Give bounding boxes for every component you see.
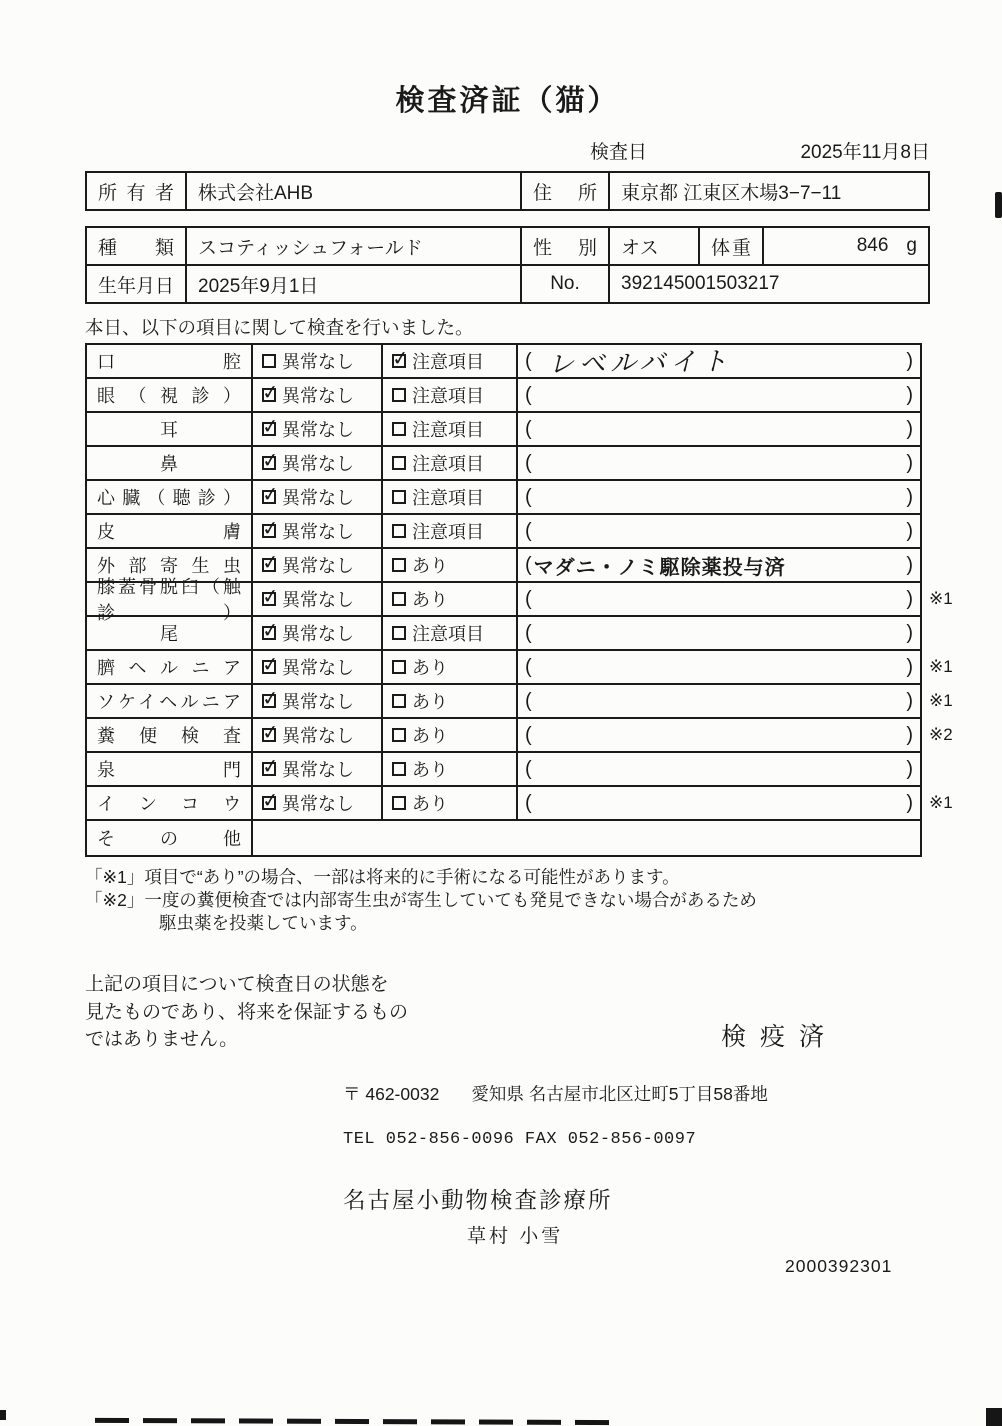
inspection-row — [87, 787, 953, 821]
no-value: 392145001503217 — [609, 265, 929, 303]
checkbox-checked-icon — [262, 694, 276, 708]
paren-cell — [518, 651, 920, 683]
certificate-content — [85, 0, 953, 1276]
weight-number: 846 — [856, 235, 889, 256]
close-paren-icon: ) — [906, 791, 913, 814]
checkbox-attention — [383, 651, 518, 683]
footnote-line: 「※2」一度の糞便検査では内部寄生虫が寄生していても発見できない場合があるため — [85, 890, 757, 910]
open-paren-icon: ( — [525, 621, 532, 644]
page-title: 検査済証（猫） — [395, 85, 620, 117]
open-paren-icon: ( — [525, 587, 532, 610]
close-paren-icon: ) — [906, 587, 913, 610]
checkbox-attention-label: あり — [412, 760, 448, 780]
checkbox-normal-label: 異常なし — [282, 420, 354, 440]
weight-unit: g — [906, 235, 917, 256]
checkbox-checked-icon — [262, 796, 276, 810]
disclaimer-line: 上記の項目について検査日の状態を — [85, 974, 389, 995]
row-label-text: 皮膚 — [97, 522, 241, 542]
sign-area — [85, 971, 930, 1071]
row-label — [87, 617, 253, 649]
footnote-line: 「※1」項目で“あり”の場合、一部は将来的に手術になる可能性があります。 — [85, 867, 680, 887]
scan-artifact — [986, 1408, 1002, 1426]
note-mark: ※1 — [929, 657, 953, 676]
inspection-row — [87, 447, 920, 481]
checkbox-unchecked-icon — [392, 592, 406, 606]
inspection-date-label: 検査日 — [590, 142, 648, 163]
row-label — [87, 821, 253, 855]
close-paren-icon: ) — [906, 451, 913, 474]
checkbox-attention-label: あり — [412, 794, 448, 814]
checkbox-normal — [253, 413, 383, 445]
open-paren-icon: ( — [525, 689, 532, 712]
open-paren-icon: ( — [525, 485, 532, 508]
checkbox-attention — [383, 481, 518, 513]
disclaimer-line: 見たものであり、将来を保証するもの — [85, 1001, 409, 1023]
row-label-text: 臍ヘルニア — [97, 658, 241, 678]
paren-text: マダニ・ノミ駆除薬投与済 — [533, 556, 786, 579]
checkbox-normal — [253, 685, 383, 717]
close-paren-icon: ) — [906, 485, 913, 508]
owner-value: 株式会社AHB — [186, 172, 521, 210]
close-paren-icon: ) — [906, 655, 913, 678]
checkbox-normal — [253, 515, 383, 547]
inspection-row — [87, 821, 920, 855]
close-paren-icon: ) — [906, 553, 913, 576]
open-paren-icon: ( — [525, 655, 532, 678]
checkbox-normal-label: 異常なし — [282, 352, 354, 372]
checkbox-normal — [253, 549, 383, 581]
paren-cell — [518, 617, 920, 649]
row-label-text: 口腔 — [97, 352, 241, 372]
checkbox-attention-label: 注意項目 — [412, 386, 484, 406]
row-label — [87, 577, 253, 623]
checkbox-unchecked-icon — [392, 422, 406, 436]
inspection-row — [87, 577, 953, 623]
paren-cell — [518, 481, 920, 513]
no-label: No. — [521, 265, 609, 303]
sex-label: 性別 — [521, 227, 609, 265]
inspection-table — [85, 343, 953, 857]
checkbox-checked-icon — [262, 558, 276, 572]
checkbox-attention — [383, 685, 518, 717]
inspection-row — [87, 685, 953, 719]
checkbox-attention-label: あり — [412, 590, 448, 610]
checkbox-normal — [253, 651, 383, 683]
close-paren-icon: ) — [906, 621, 913, 644]
checkbox-attention — [383, 787, 518, 819]
row-label — [87, 481, 253, 513]
row-label — [87, 651, 253, 683]
scan-artifact — [0, 1410, 6, 1420]
row-label — [87, 413, 253, 445]
checkbox-attention-label: 注意項目 — [412, 624, 484, 644]
checkbox-attention — [383, 549, 518, 581]
checkbox-normal-label: 異常なし — [282, 386, 354, 406]
checkbox-attention-label: あり — [412, 658, 448, 678]
owner-table — [85, 171, 930, 211]
close-paren-icon: ) — [906, 519, 913, 542]
checkbox-unchecked-icon — [392, 626, 406, 640]
weight-value — [763, 227, 929, 265]
footnote-line: 駆虫薬を投薬しています。 — [159, 913, 368, 933]
checkbox-normal-label: 異常なし — [282, 454, 354, 474]
open-paren-icon: ( — [525, 451, 532, 474]
checkbox-attention — [383, 447, 518, 479]
close-paren-icon: ) — [906, 349, 913, 372]
checkbox-normal-label: 異常なし — [282, 760, 354, 780]
row-label-text: 尾 — [160, 624, 178, 644]
checkbox-normal — [253, 787, 383, 819]
birthdate-value: 2025年9月1日 — [186, 265, 521, 303]
note-mark: ※1 — [929, 793, 953, 812]
inspection-row — [87, 651, 953, 685]
checkbox-normal-label: 異常なし — [282, 692, 354, 712]
paren-cell — [518, 379, 920, 411]
inspection-row — [87, 413, 920, 447]
row-label-text: その他 — [97, 829, 241, 849]
checkbox-attention-label: 注意項目 — [412, 352, 484, 372]
checkbox-unchecked-icon — [392, 694, 406, 708]
inspection-row — [87, 481, 920, 515]
birthdate-label: 生年月日 — [86, 265, 186, 303]
checkbox-attention — [383, 515, 518, 547]
checkbox-unchecked-icon — [392, 558, 406, 572]
checkbox-attention — [383, 413, 518, 445]
checkbox-unchecked-icon — [392, 388, 406, 402]
inspection-row — [87, 515, 920, 549]
checkbox-normal-label: 異常なし — [282, 522, 354, 542]
row-label-text: 膝蓋骨脱臼（触診） — [97, 577, 241, 623]
row-label — [87, 447, 253, 479]
breed-value: スコティッシュフォールド — [186, 227, 521, 265]
open-paren-icon: ( — [525, 791, 532, 814]
checkbox-checked-icon — [262, 524, 276, 538]
paren-cell — [518, 583, 920, 615]
breed-label: 種類 — [86, 227, 186, 265]
paren-cell — [518, 719, 920, 751]
intro-text: 本日、以下の項目に関して検査を行いました。 — [85, 317, 474, 338]
checkbox-normal-label: 異常なし — [282, 556, 354, 576]
row-label-text: 耳 — [160, 420, 178, 440]
checkbox-checked-icon — [262, 456, 276, 470]
checkbox-checked-icon — [262, 762, 276, 776]
checkbox-unchecked-icon — [262, 354, 276, 368]
row-label — [87, 379, 253, 411]
close-paren-icon: ) — [906, 689, 913, 712]
row-label-text: 泉門 — [97, 760, 241, 780]
open-paren-icon: ( — [525, 757, 532, 780]
close-paren-icon: ) — [906, 723, 913, 746]
checkbox-attention-label: あり — [412, 692, 448, 712]
note-mark: ※1 — [929, 589, 953, 608]
checkbox-normal-label: 異常なし — [282, 726, 354, 746]
paren-cell — [518, 753, 920, 785]
row-label — [87, 515, 253, 547]
checkbox-normal-label: 異常なし — [282, 794, 354, 814]
paren-cell — [518, 549, 920, 581]
checkbox-unchecked-icon — [392, 762, 406, 776]
inspection-row — [87, 379, 920, 413]
scan-artifact — [995, 192, 1002, 218]
checkbox-normal-label: 異常なし — [282, 624, 354, 644]
pet-row-2 — [86, 265, 929, 303]
checkbox-normal-label: 異常なし — [282, 488, 354, 508]
disclaimer-line: ではありません。 — [85, 1029, 239, 1050]
checkbox-unchecked-icon — [392, 490, 406, 504]
checkbox-attention — [383, 753, 518, 785]
paren-cell — [518, 515, 920, 547]
inspection-row — [87, 719, 953, 753]
row-label — [87, 719, 253, 751]
row-label-text: ソケイヘルニア — [97, 692, 241, 712]
open-paren-icon: ( — [525, 349, 532, 372]
checkbox-attention-label: 注意項目 — [412, 488, 484, 508]
checkbox-normal — [253, 617, 383, 649]
checkbox-checked-icon — [262, 388, 276, 402]
checkbox-normal — [253, 719, 383, 751]
row-label-text: 眼（視診） — [97, 386, 241, 406]
close-paren-icon: ) — [906, 417, 913, 440]
inspection-row — [87, 753, 920, 787]
checkbox-attention — [383, 617, 518, 649]
close-paren-icon: ) — [906, 757, 913, 780]
clinic-info — [343, 1081, 930, 1248]
row-label — [87, 787, 253, 819]
checkbox-checked-icon — [262, 660, 276, 674]
scan-artifact — [95, 1418, 620, 1425]
checkbox-checked-icon — [262, 592, 276, 606]
paren-text: レベルバイト — [547, 345, 733, 379]
footnotes — [85, 866, 930, 935]
checkbox-unchecked-icon — [392, 456, 406, 470]
checkbox-attention-label: あり — [412, 556, 448, 576]
checkbox-attention — [383, 345, 518, 377]
checkbox-attention-label: 注意項目 — [412, 522, 484, 542]
inspection-row — [87, 617, 920, 651]
paren-cell — [518, 685, 920, 717]
checkbox-normal-label: 異常なし — [282, 590, 354, 610]
clinic-postal-code: 〒 462-0032 — [343, 1084, 440, 1104]
row-label-text: インコウ — [97, 794, 241, 814]
checkbox-checked-icon — [262, 422, 276, 436]
row-label-text: 鼻 — [160, 454, 178, 474]
checkbox-unchecked-icon — [392, 524, 406, 538]
clinic-postal-line — [343, 1081, 930, 1106]
checkbox-checked-icon — [392, 354, 406, 368]
empty-cell — [253, 821, 920, 855]
owner-row — [86, 172, 929, 210]
checkbox-attention-label: 注意項目 — [412, 420, 484, 440]
paren-cell — [518, 413, 920, 445]
pet-row-1 — [86, 227, 929, 265]
row-label — [87, 345, 253, 377]
row-label-text: 外部寄生虫 — [97, 556, 241, 576]
open-paren-icon: ( — [525, 383, 532, 406]
note-mark: ※1 — [929, 691, 953, 710]
checkbox-attention — [383, 583, 518, 615]
row-label — [87, 685, 253, 717]
inspection-date-value: 2025年11月8日 — [800, 142, 930, 163]
sex-value: オス — [609, 227, 699, 265]
checkbox-checked-icon — [262, 626, 276, 640]
checkbox-attention-label: あり — [412, 726, 448, 746]
checkbox-attention-label: 注意項目 — [412, 454, 484, 474]
inspection-row — [87, 345, 920, 379]
open-paren-icon: ( — [525, 553, 532, 576]
checkbox-checked-icon — [262, 490, 276, 504]
paren-cell — [518, 345, 920, 377]
note-mark: ※2 — [929, 725, 953, 744]
checkbox-normal — [253, 753, 383, 785]
inspection-date-row — [85, 137, 930, 164]
address-label: 住所 — [521, 172, 609, 210]
row-label-text: 心臓（聴診） — [97, 488, 241, 508]
open-paren-icon: ( — [525, 417, 532, 440]
checkbox-attention — [383, 379, 518, 411]
checkbox-normal — [253, 447, 383, 479]
row-label-text: 糞便検査 — [97, 726, 241, 746]
paren-cell — [518, 447, 920, 479]
document-number: 2000392301 — [785, 1256, 893, 1276]
pet-info-table — [85, 226, 930, 304]
close-paren-icon: ) — [906, 383, 913, 406]
clinic-address: 愛知県 名古屋市北区辻町5丁目58番地 — [471, 1084, 768, 1104]
checkbox-normal-label: 異常なし — [282, 658, 354, 678]
veterinarian-name: 草村 小雪 — [467, 1226, 564, 1247]
owner-label: 所有者 — [86, 172, 186, 210]
open-paren-icon: ( — [525, 723, 532, 746]
open-paren-icon: ( — [525, 519, 532, 542]
paren-cell — [518, 787, 920, 819]
address-value: 東京都 江東区木場3−7−11 — [609, 172, 929, 210]
quarantine-stamp: 検疫済 — [721, 1023, 839, 1051]
checkbox-normal — [253, 345, 383, 377]
weight-label: 体重 — [699, 227, 763, 265]
checkbox-normal — [253, 583, 383, 615]
clinic-tel-fax: TEL 052-856-0096 FAX 052-856-0097 — [343, 1130, 697, 1149]
row-label — [87, 753, 253, 785]
checkbox-attention — [383, 719, 518, 751]
checkbox-normal — [253, 379, 383, 411]
checkbox-checked-icon — [262, 728, 276, 742]
checkbox-unchecked-icon — [392, 728, 406, 742]
checkbox-unchecked-icon — [392, 796, 406, 810]
checkbox-unchecked-icon — [392, 660, 406, 674]
checkbox-normal — [253, 481, 383, 513]
clinic-name: 名古屋小動物検査診療所 — [343, 1188, 613, 1213]
